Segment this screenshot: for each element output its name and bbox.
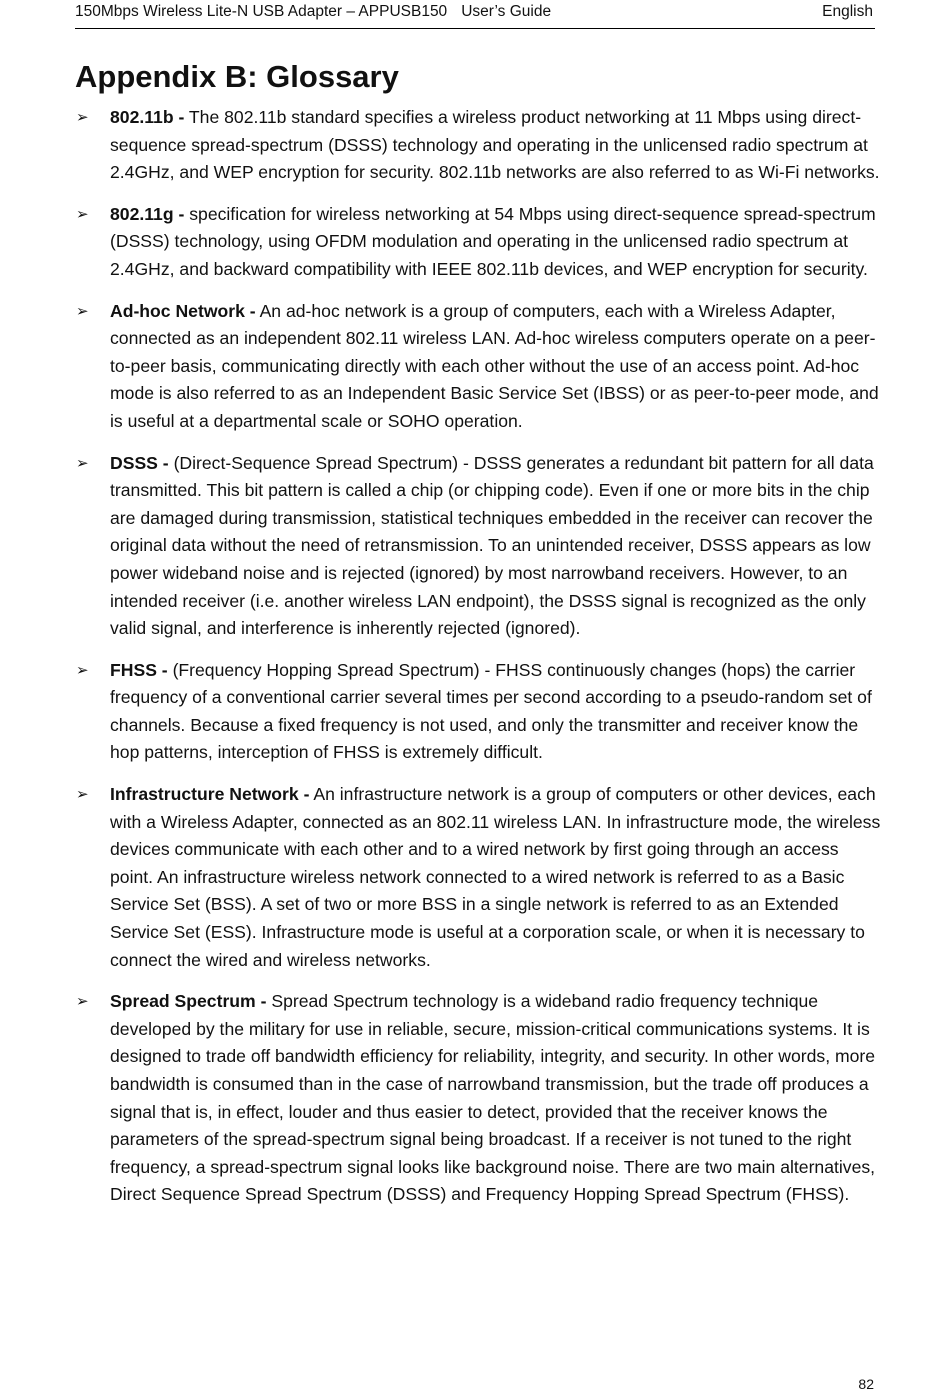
arrow-bullet-icon: ➢ xyxy=(76,786,89,804)
glossary-list xyxy=(75,104,885,1209)
glossary-entry-adhoc-network xyxy=(75,298,885,436)
glossary-definition: The 802.11b standard specifies a wireless product networking at 11 Mbps using direct-sequence spread-spectrum (DSSS) technology and operating in the unlicensed radio spectrum at 2.4GHz, and WEP encryption for security. 802.11b networks are also referred to as Wi-Fi networks. xyxy=(110,107,880,183)
glossary-entry-dsss xyxy=(75,450,885,643)
header-left xyxy=(75,0,551,24)
glossary-definition: specification for wireless networking at 54 Mbps using direct-sequence spread-spectrum (DSSS) technology, using OFDM modulation and operating in the unlicensed radio spectrum at 2.4GHz, and backward compatibility with IEEE 802.11b devices, and WEP encryption for security. xyxy=(110,203,876,279)
glossary-entry-80211b xyxy=(75,104,885,187)
glossary-definition: (Frequency Hopping Spread Spectrum) - FHSS continuously changes (hops) the carrier frequency of a conventional carrier several times per second according to a pseudo-random set of channels. Because a fixed frequency is not used, and only the transmitter and receiver know the hop patterns, interception of FHSS is extremely difficult. xyxy=(110,659,872,763)
arrow-bullet-icon: ➢ xyxy=(76,661,89,679)
glossary-entry-80211g xyxy=(75,201,885,284)
glossary-term: DSSS - xyxy=(110,452,169,473)
arrow-bullet-icon: ➢ xyxy=(76,454,89,472)
glossary-term: 802.11b - xyxy=(110,107,185,127)
arrow-bullet-icon: ➢ xyxy=(76,205,89,223)
glossary-term: Infrastructure Network - xyxy=(110,784,310,805)
page-header xyxy=(75,0,875,29)
glossary-entry-spread-spectrum xyxy=(75,988,885,1209)
arrow-bullet-icon: ➢ xyxy=(76,993,89,1011)
document-title: 150Mbps Wireless Lite-N USB Adapter – APPUSB150 xyxy=(75,3,448,20)
guide-label: User’s Guide xyxy=(461,3,552,20)
arrow-bullet-icon: ➢ xyxy=(76,302,89,320)
glossary-entry-infrastructure-network xyxy=(75,781,885,974)
glossary-term: Ad-hoc Network - xyxy=(110,300,256,321)
glossary-term: 802.11g - xyxy=(110,203,185,224)
glossary-term: Spread Spectrum - xyxy=(110,991,267,1012)
glossary-definition: An ad-hoc network is a group of computers, each with a Wireless Adapter, connected as an independent 802.11 wireless LAN. Ad-hoc wireless computers operate on a peer-to-peer basis, communicating directly with each other without the use of an access point. Ad-hoc mode is also referred to as an Independent Basic Service Set (IBSS) or as peer-to-peer mode, and is useful at a departmental scale or SOHO operation. xyxy=(110,300,879,431)
language-label: English xyxy=(822,3,873,20)
page-title: Appendix B: Glossary xyxy=(75,59,399,94)
glossary-definition: Spread Spectrum technology is a wideband radio frequency technique developed by the military for use in reliable, secure, mission-critical communications systems. It is designed to trade off bandwidth efficiency for reliability, integrity, and security. In other words, more bandwidth is consumed than in the case of narrowband transmission, but the trade off produces a signal that is, in effect, louder and thus easier to detect, provided that the receiver knows the parameters of the spread-spectrum signal being broadcast. If a receiver is not tuned to the right frequency, a spread-spectrum signal looks like background noise. There are two main alternatives, Direct Sequence Spread Spectrum (DSSS) and Frequency Hopping Spread Spectrum (FHSS). xyxy=(110,991,876,1205)
arrow-bullet-icon: ➢ xyxy=(76,109,89,126)
glossary-definition: An infrastructure network is a group of computers or other devices, each with a Wireless Adapter, connected as an 802.11 wireless LAN. In infrastructure mode, the wireless devices communicate with each other and to a wired network by first going through an access point. An infrastructure wireless network connected to a wired network is referred to as a Basic Service Set (BSS). A set of two or more BSS in a single network is referred to as an Extended Service Set (ESS). Infrastructure mode is useful at a corporation scale, or when it is necessary to connect the wired and wireless networks. xyxy=(110,784,881,970)
glossary-term: FHSS - xyxy=(110,659,168,680)
glossary-entry-fhss xyxy=(75,657,885,767)
glossary-definition: (Direct-Sequence Spread Spectrum) - DSSS generates a redundant bit pattern for all data transmitted. This bit pattern is called a chip (or chipping code). Even if one or more bits in the chip are damaged during transmission, statistical techniques embedded in the receiver can recover the original data without the need of retransmission. To an unintended receiver, DSSS appears as low power wideband noise and is rejected (ignored) by most narrowband receivers. However, to an intended receiver (i.e. another wireless LAN endpoint), the DSSS signal is recognized as the only valid signal, and interference is inherently rejected (ignored). xyxy=(110,452,874,639)
page-number: 82 xyxy=(858,1376,874,1392)
